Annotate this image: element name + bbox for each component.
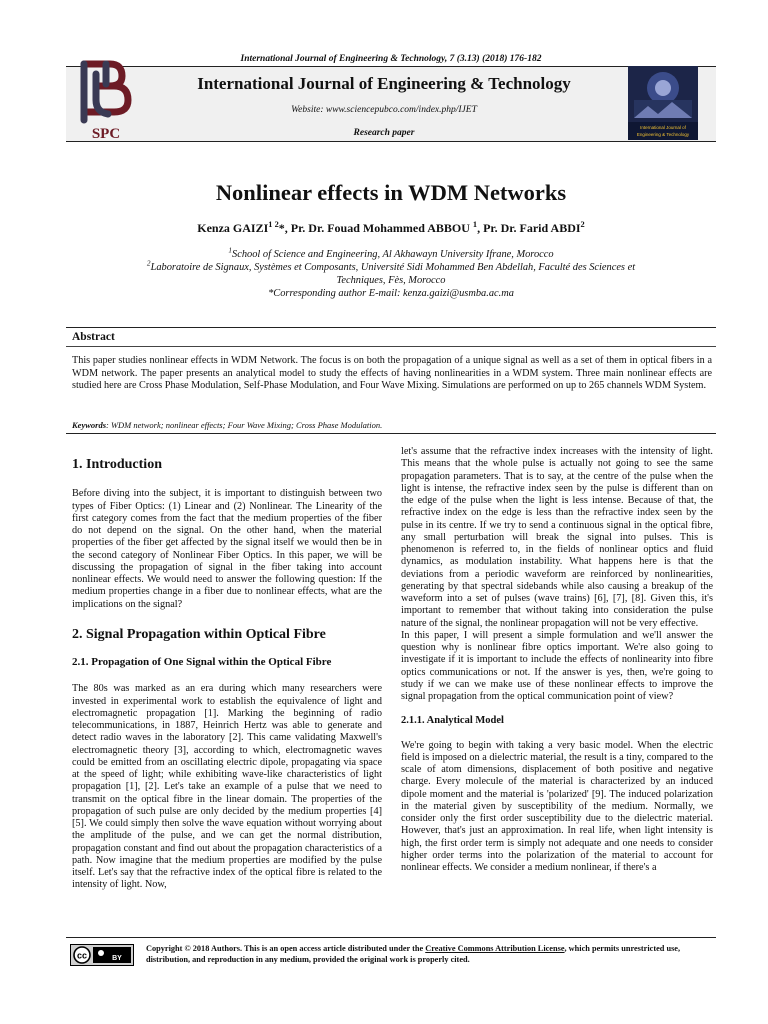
- journal-website[interactable]: Website: www.sciencepubco.com/index.php/IJET: [291, 105, 477, 115]
- abstract-mid-rule: [66, 346, 716, 347]
- footer-rule: [66, 937, 716, 938]
- header-bottom-rule: [66, 141, 716, 142]
- journal-cover-image: [628, 66, 698, 140]
- corresponding-author[interactable]: *Corresponding author E-mail: kenza.gaizi@usmba.ac.ma: [268, 288, 514, 299]
- author-name: Pr. Dr. Farid ABDI: [483, 221, 581, 235]
- keywords-label: Keywords: [72, 420, 106, 430]
- abstract-top-rule: [66, 327, 716, 328]
- affil-sup: 1: [228, 246, 233, 255]
- affil-text: Laboratoire de Signaux, Systèmes et Composants, Université Sidi Mohammed Ben Abdellah, Faculté des Sciences et Techniques, Fès, Morocco: [150, 262, 636, 286]
- affil-sup: 2: [146, 259, 151, 268]
- keywords: [72, 420, 712, 430]
- copyright-text-end: , which permits unrestricted use, distribution, and reproduction in any medium, provided the original work is properly cited.: [146, 944, 681, 964]
- section-1-heading: 1. Introduction: [72, 457, 162, 472]
- affiliation-1: [66, 248, 716, 261]
- creative-commons-icon: [71, 945, 133, 965]
- article-type: Research paper: [353, 128, 415, 138]
- affiliation-2: [66, 261, 716, 287]
- author-name: Kenza GAIZI: [197, 221, 269, 235]
- section-2-1-heading: 2.1. Propagation of One Signal within the Optical Fibre: [72, 656, 332, 668]
- section-2-1-paragraph: The 80s was marked as an era during which many researchers were invested in experimental work to establish the equivalence of light and electromagnetic propagation [1]. Marking the beginning of radio telecommunications, in 1887, Heinrich Hertz was able to generate and detect radio waves in the laboratory [2]. This came validating Maxwell's electromagnetic theory [3], according to which, electromagnetic waves could be emitted from an oscillating electric dipole, propagating via space at the speed of light; while exhibiting wave-like characteristics of light propagation [1], [2]. Let's take an example of a pulse that we need to transmit on the optical fibre in the linear domain. The properties of the propagation of such pulse are only decided by the medium properties [4] [5]. We could simply then solve the wave equation without worrying about the amplitude of the pulse, and we can get the normal distribution, propagation constant and find out about the propagation characteristics of a path. Now imagine that the medium properties are modified by the pulse itself. Let's say that the refractive index of the optical fibre is related to the intensity of light. Now,: [72, 683, 382, 891]
- cover-art-icon: [628, 66, 698, 140]
- author-list: [66, 221, 716, 236]
- affil-text: School of Science and Engineering, Al Akhawayn University Ifrane, Morocco: [232, 249, 554, 260]
- left-column: [72, 459, 382, 892]
- copyright-text: Copyright © 2018 Authors. This is an open access article distributed under the: [146, 944, 426, 953]
- svg-text:BY: BY: [112, 955, 122, 962]
- keywords-text: : WDM network; nonlinear effects; Four Wave Mixing; Cross Phase Modulation.: [106, 420, 383, 430]
- cc-by-badge[interactable]: [70, 944, 134, 966]
- affiliations: [66, 248, 716, 300]
- copyright-notice: [146, 943, 714, 965]
- section-2-1-1-heading: 2.1.1. Analytical Model: [401, 715, 504, 727]
- svg-text:SPC: SPC: [91, 126, 121, 142]
- spc-logo-icon: [70, 54, 146, 144]
- right-paragraph-1: let's assume that the refractive index increases with the intensity of light. This means that the whole pulse is actually not going to see the same propagation parameters. That is to say, at the centre of the pulse when the light is intense, the refractive index seen by the pulse is different than on the edge of the pulse when the light is less intense. Because of that, the refractive index on the edge is less than the refractive index seen by the pulse in its centre. If we try to send a continuous signal in the optical fibre, any small perturbation will break the signal into pulses. This is phenomenon is referred to, in the fields of nonlinear optics and fluid dynamics, as modulation instability. What happens here is that the deviations from a periodic waveform are reinforced by nonlinearities, generating by that spectral sidebands while also causing a breakup of the waveform into a set of pulses (wave trains) [6], [7], [8]. Given this, it's important to remember that without taking into consideration the pulse nature of the signal, the nonlinear propagation will not be very effective.: [401, 446, 713, 629]
- paper-title: Nonlinear effects in WDM Networks: [215, 180, 567, 205]
- author-sep: *,: [278, 221, 291, 235]
- svg-text:cc: cc: [76, 950, 88, 961]
- analytical-model-paragraph: We're going to begin with taking a very basic model. When the electric field is imposed on a dielectric material, the result is a tiny, compared to the scale of atom dimensions, displacement of both positive and negative charge. Every molecule of the material is characterized by an induced dipole moment and the material is 'polarized' [9]. The induced polarization in the material given by susceptibility of the medium. Normally, we consider only the first order susceptibility due to the dielectric material. However, that's just an approximation. In real life, when light intensity is high, the first order term is simply not adequate and one needs to consider higher order terms into the polarization of the material to account for nonlinear effects. We consider a medium nonlinear, if there's a: [401, 739, 713, 873]
- journal-citation: International Journal of Engineering & Technology, 7 (3.13) (2018) 176-182: [240, 54, 542, 64]
- right-paragraph-2: In this paper, I will present a simple formulation and we'll answer the question why is nonlinear fibre optics important. We're also going to investigate if it is important to include the effects of nonlinearity into fibre optics communications or not. If the answer is yes, then, we're going to study if we can we make use of these nonlinear effects to improve the signal propagation from the optical communication point of view?: [401, 629, 713, 702]
- author-name: Pr. Dr. Fouad Mohammed ABBOU: [290, 221, 473, 235]
- abstract-text: This paper studies nonlinear effects in WDM Network. The focus is on both the propagation of a unique signal as well as a set of them in optical fibers in a WDM network. The paper presents an analytical model to study the effects of having nonlinearities in a WDM system. Three main nonlinear effects are studied here are Cross Phase Modulation, Self-Phase Modulation, and Four Wave Mixing. Simulations are performed on up to 265 channels WDM System.: [72, 355, 712, 391]
- abstract-heading: Abstract: [72, 331, 115, 343]
- publisher-logo: [70, 54, 146, 144]
- journal-title: International Journal of Engineering & Technology: [197, 74, 571, 93]
- svg-text:Engineering & Technology: Engineering & Technology: [636, 132, 690, 137]
- author-sup: 2: [580, 220, 585, 229]
- author-sep: ,: [477, 221, 484, 235]
- license-link[interactable]: Creative Commons Attribution License: [425, 944, 565, 953]
- abstract-bottom-rule: [66, 433, 716, 434]
- svg-text:International Journal of: International Journal of: [640, 125, 686, 130]
- intro-paragraph: Before diving into the subject, it is important to distinguish between two types of Fiber Optics: (1) Linear and (2) Nonlinear. The Linearity of the first category comes from the fact that the medium properties of the fiber do not depend on the signal. On the other hand, when the material properties of the fiber get affected by the signal itself we would then be in the second category of Nonlinear Fiber Optics. In this paper, we will be discussing the propagation of signal in the fiber taking into account nonlinear effects. We would need to answer the following question: If the medium properties change in a fiber due to nonlinear effects, what are the implications on the signal?: [72, 488, 382, 610]
- right-column: [401, 446, 713, 874]
- author-sup: 1: [472, 220, 478, 229]
- author-sup: 1 2: [268, 220, 279, 229]
- section-2-heading: 2. Signal Propagation within Optical Fibre: [72, 626, 326, 642]
